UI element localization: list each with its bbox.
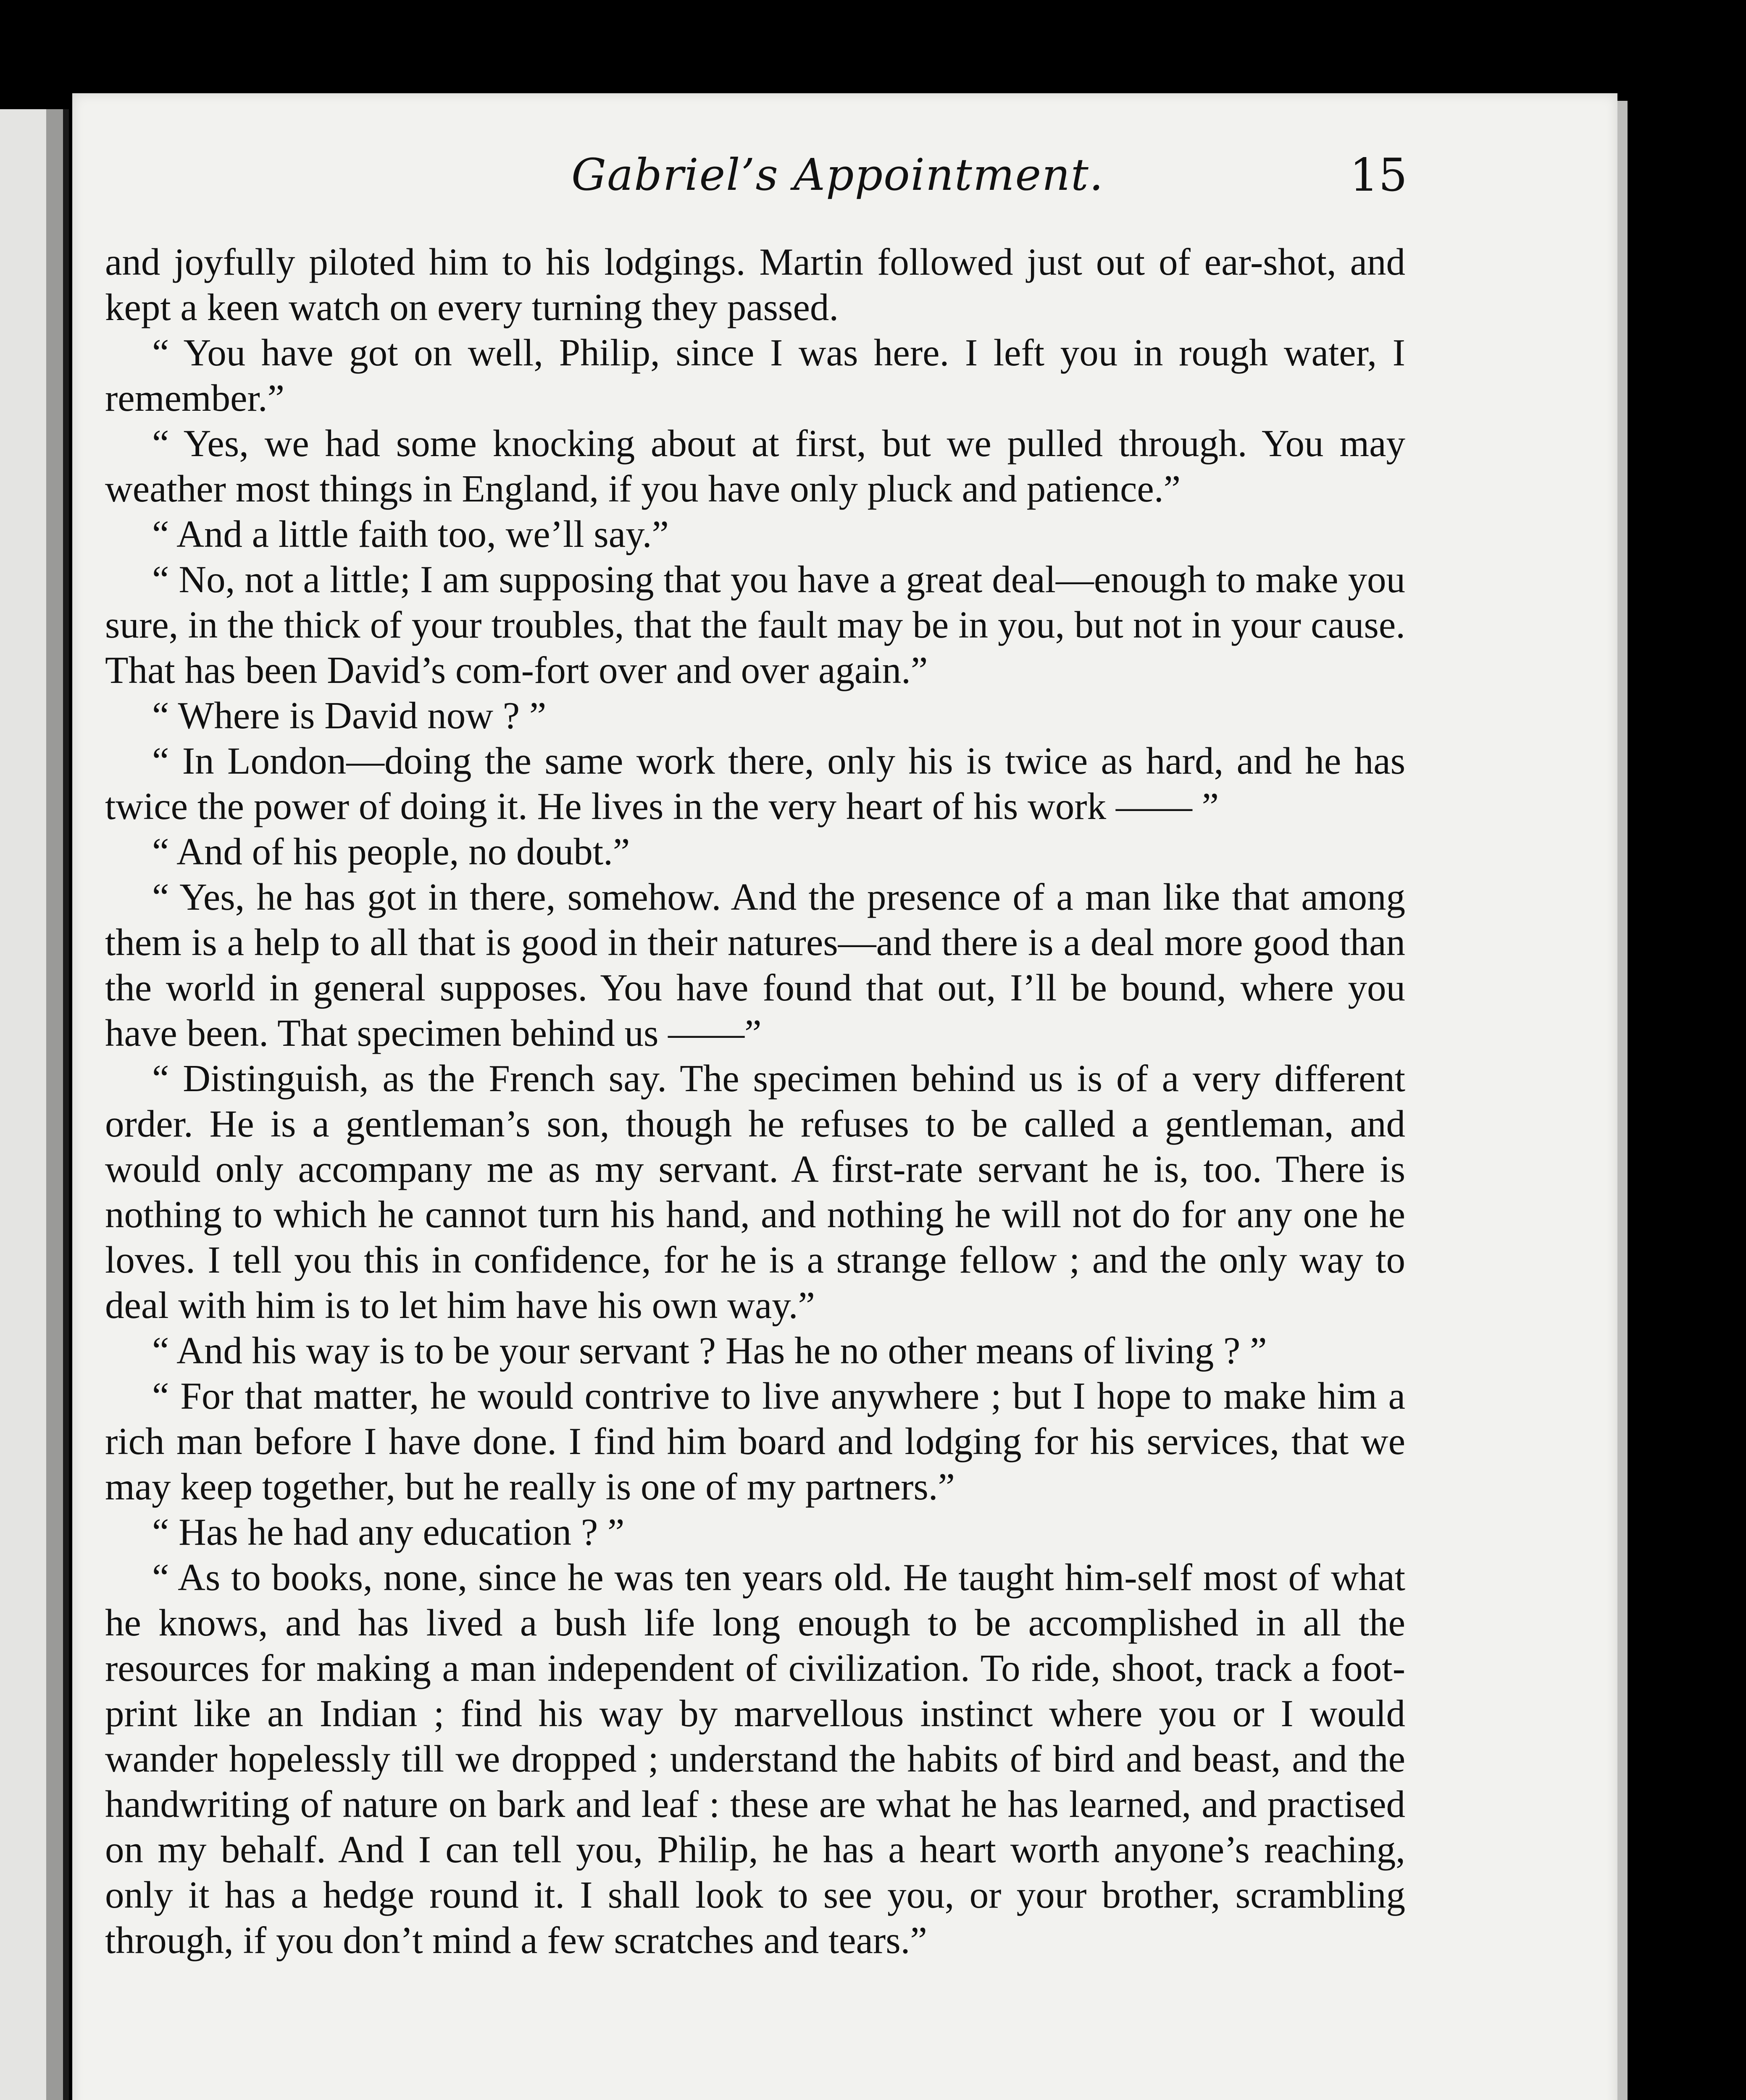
paragraph: “ Where is David now ? ” bbox=[152, 694, 547, 737]
previous-page-shadow bbox=[46, 109, 63, 2100]
paragraph: “ Yes, we had some knocking about at first, but we pulled through. You may weather most things in England, if you have only pluck and patience.” bbox=[105, 422, 1405, 510]
paragraph: “ And a little faith too, we’ll say.” bbox=[152, 513, 669, 555]
paragraph: “ For that matter, he would contrive to live anywhere ; but I hope to make him a rich man before I have done. I find him board and lodging for his services, that we may keep together, but he really is one of my partners.” bbox=[105, 1375, 1405, 1508]
paragraph: “ No, not a little; I am supposing that you have a great deal—enough to make you sure, in the thick of your troubles, that the fault may be in you, but not in your cause. That has been David’s com-fort over and over again.” bbox=[105, 558, 1405, 691]
paragraph: “ And of his people, no doubt.” bbox=[152, 830, 630, 873]
running-title: Gabriel’s Appointment. bbox=[571, 149, 1104, 200]
paragraph: “ Yes, he has got in there, somehow. And the presence of a man like that among them is a help to all that is good in their natures—and there is a deal more good than the world in general supposes. You have found that out, I’ll be bound, where you have been. That specimen behind us ——” bbox=[105, 876, 1405, 1054]
paragraph: “ You have got on well, Philip, since I was here. I left you in rough water, I remember.” bbox=[105, 331, 1405, 419]
paragraph: “ And his way is to be your servant ? Has he no other means of living ? ” bbox=[152, 1329, 1267, 1372]
page-number: 15 bbox=[1349, 149, 1407, 202]
paragraph: and joyfully piloted him to his lodgings. Martin followed just out of ear-shot, and kept a keen watch on every turning they passed. bbox=[105, 241, 1405, 328]
paragraph: “ Has he had any education ? ” bbox=[152, 1511, 625, 1553]
paragraph: “ In London—doing the same work there, only his is twice as hard, and he has twice the power of doing it. He lives in the very heart of his work —— ” bbox=[105, 740, 1405, 827]
paragraph: “ Distinguish, as the French say. The specimen behind us is of a very different order. He is a gentleman’s son, though he refuses to be called a gentleman, and would only accompany me as my servant. A first-rate servant he is, too. There is nothing to which he cannot turn his hand, and nothing he will not do for any one he loves. I tell you this in confidence, for he is a strange fellow ; and the only way to deal with him is to let him have his own way.” bbox=[105, 1057, 1405, 1326]
paragraph: “ As to books, none, since he was ten years old. He taught him-self most of what he knows, and has lived a bush life long enough to be accomplished in all the resources for making a man independent of civilization. To ride, shoot, track a foot-print like an Indian ; find his way by marvellous instinct where you or I would wander hopelessly till we dropped ; understand the habits of bird and beast, and the handwriting of nature on bark and leaf : these are what he has learned, and practised on my behalf. And I can tell you, Philip, he has a heart worth anyone’s reaching, only it has a hedge round it. I shall look to see you, or your brother, scrambling through, if you don’t mind a few scratches and tears.” bbox=[105, 1556, 1405, 1961]
page-header bbox=[105, 149, 1407, 242]
body-text bbox=[105, 239, 1405, 1963]
